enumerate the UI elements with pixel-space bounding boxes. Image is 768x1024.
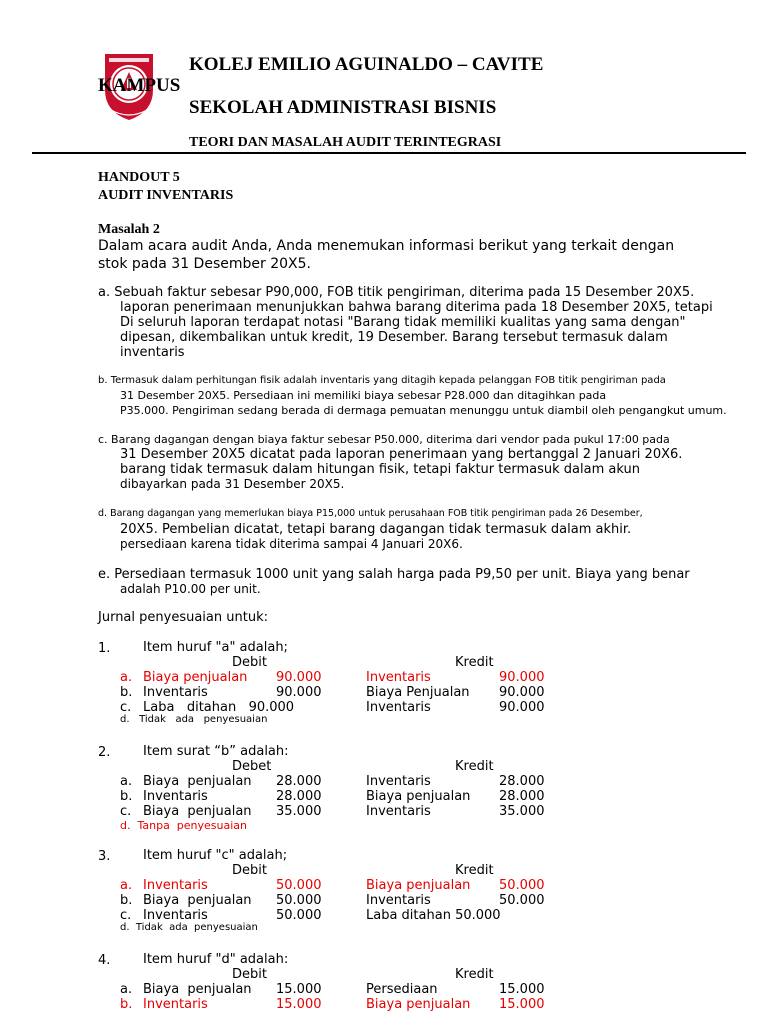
option-letter: a. [120,670,133,685]
item-d-line: 20X5. Pembelian dicatat, tetapi barang dagangan tidak termasuk dalam akhir. [120,522,632,537]
debit-amount: 50.000 [276,893,322,908]
debit-header: Debit [232,967,267,982]
credit-account: Inventaris [366,893,431,908]
option-letter: b. [120,893,133,908]
question-prompt: Item huruf "a" adalah; [143,640,288,655]
option-letter: b. [120,789,133,804]
credit-account: Laba ditahan 50.000 [366,908,501,923]
handout-number: HANDOUT 5 [98,170,180,185]
debit-amount: 50.000 [276,908,322,923]
item-a-line: Di seluruh laporan terdapat notasi "Barang tidak memiliki kualitas yang sama dengan" [120,315,686,330]
credit-amount: 90.000 [499,670,545,685]
handout-title: AUDIT INVENTARIS [98,188,234,203]
debit-amount: 50.000 [276,878,322,893]
credit-account: Biaya penjualan [366,997,471,1012]
problem-intro-line2: stok pada 31 Desember 20X5. [98,256,311,272]
option-letter: b. [120,685,133,700]
credit-amount: 28.000 [499,789,545,804]
item-c-line: barang tidak termasuk dalam hitungan fisik, tetapi faktur termasuk dalam akun [120,462,640,477]
credit-amount: 15.000 [499,982,545,997]
option-letter: a. [120,774,133,789]
credit-account: Biaya Penjualan [366,685,470,700]
credit-amount: 28.000 [499,774,545,789]
credit-account: Inventaris [366,774,431,789]
credit-header: Kredit [455,655,494,670]
question-prompt: Item surat “b” adalah: [143,744,289,759]
option-letter: a. [120,878,133,893]
credit-account: Inventaris [366,670,431,685]
credit-amount: 90.000 [499,700,545,715]
debit-amount: 90.000 [276,670,322,685]
credit-account: Inventaris [366,700,431,715]
debit-account: Inventaris [143,789,208,804]
item-e-line: e. Persediaan termasuk 1000 unit yang salah harga pada P9,50 per unit. Biaya yang benar [98,567,690,582]
item-c-line: 31 Desember 20X5 dicatat pada laporan penerimaan yang bertanggal 2 Januari 20X6. [120,447,683,462]
item-b-line: P35.000. Pengiriman sedang berada di dermaga pemuatan menunggu untuk diambil oleh pengangkut umum. [120,404,727,417]
debit-amount: 28.000 [276,774,322,789]
problem-intro-line1: Dalam acara audit Anda, Anda menemukan informasi berikut yang terkait dengan [98,238,675,254]
question-prompt: Item huruf "c" adalah; [143,848,288,863]
credit-header: Kredit [455,967,494,982]
item-a-line: a. Sebuah faktur sebesar P90,000, FOB titik pengiriman, diterima pada 15 Desember 20X5. [98,285,695,300]
debit-account: Biaya penjualan [143,982,252,997]
school-name: SEKOLAH ADMINISTRASI BISNIS [189,97,497,118]
option-letter: c. [120,908,132,923]
credit-amount: 50.000 [499,893,545,908]
item-d-line: persediaan karena tidak diterima sampai 4 Januari 20X6. [120,537,463,551]
debit-amount: 15.000 [276,997,322,1012]
credit-account: Biaya penjualan [366,789,471,804]
debit-account: Biaya penjualan [143,804,252,819]
credit-account: Inventaris [366,804,431,819]
option-note: d. Tanpa penyesuaian [120,819,248,832]
journal-intro: Jurnal penyesuaian untuk: [98,610,268,625]
credit-amount: 90.000 [499,685,545,700]
item-a-line: laporan penerimaan menunjukkan bahwa barang diterima pada 18 Desember 20X5, tetapi [120,300,713,315]
debit-account: Laba ditahan 90.000 [143,700,295,715]
question-number: 4. [98,953,111,968]
debit-amount: 15.000 [276,982,322,997]
college-name: KOLEJ EMILIO AGUINALDO – CAVITE [189,54,544,75]
question-number: 3. [98,849,111,864]
header-divider [32,152,746,154]
debit-account: Biaya penjualan [143,670,248,685]
credit-amount: 15.000 [499,997,545,1012]
debit-header: Debit [232,655,267,670]
item-e-line: adalah P10.00 per unit. [120,582,261,596]
debit-amount: 90.000 [276,685,322,700]
credit-account: Biaya penjualan [366,878,471,893]
question-number: 1. [98,641,111,656]
debit-header: Debit [232,863,267,878]
debit-account: Inventaris [143,878,208,893]
option-letter: b. [120,997,133,1012]
option-note: d. Tidak ada penyesuaian [120,922,258,933]
item-c-line: dibayarkan pada 31 Desember 20X5. [120,477,345,491]
credit-account: Persediaan [366,982,438,997]
question-number: 2. [98,745,111,760]
debit-account: Inventaris [143,685,208,700]
debit-header: Debet [232,759,272,774]
item-b-line: 31 Desember 20X5. Persediaan ini memiliki biaya sebesar P28.000 dan ditagihkan pada [120,389,607,402]
problem-label: Masalah 2 [98,222,160,237]
debit-account: Biaya penjualan [143,774,252,789]
credit-amount: 50.000 [499,878,545,893]
campus-word: KAMPUS [98,75,181,96]
debit-account: Inventaris [143,908,208,923]
option-note: d. Tidak ada penyesuaian [120,714,268,725]
item-b-line: b. Termasuk dalam perhitungan fisik adalah inventaris yang ditagih kepada pelanggan FOB titik pengiriman pada [98,375,666,386]
option-letter: a. [120,982,133,997]
debit-amount: 28.000 [276,789,322,804]
course-title: TEORI DAN MASALAH AUDIT TERINTEGRASI [189,135,502,150]
item-a-line: dipesan, dikembalikan untuk kredit, 19 Desember. Barang tersebut termasuk dalam [120,330,668,345]
question-prompt: Item huruf "d" adalah: [143,952,289,967]
credit-header: Kredit [455,863,494,878]
item-d-line: d. Barang dagangan yang memerlukan biaya P15,000 untuk perusahaan FOB titik pengiriman pada 26 Desember, [98,508,643,519]
option-letter: c. [120,700,132,715]
item-a-line: inventaris [120,345,185,360]
credit-amount: 35.000 [499,804,545,819]
option-letter: c. [120,804,132,819]
debit-account: Inventaris [143,997,208,1012]
item-c-line: c. Barang dagangan dengan biaya faktur sebesar P50.000, diterima dari vendor pada pukul 17:00 pada [98,433,670,446]
debit-account: Biaya penjualan [143,893,252,908]
debit-amount: 35.000 [276,804,322,819]
credit-header: Kredit [455,759,494,774]
